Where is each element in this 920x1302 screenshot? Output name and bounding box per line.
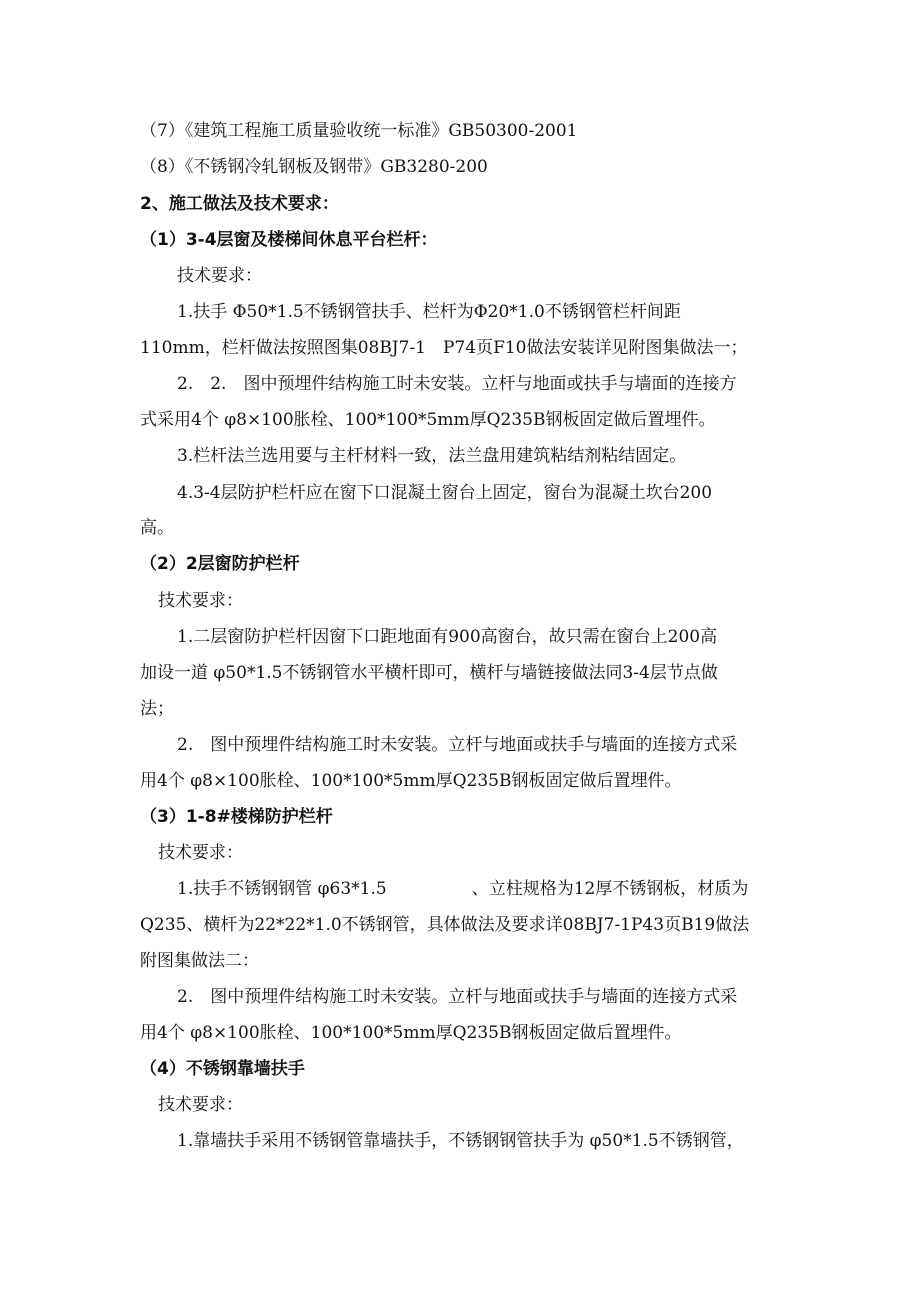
standard-ref-7: （7）《建筑工程施工质量验收统一标准》GB50300-2001: [140, 121, 578, 141]
paragraph-line: 用4个 φ8×100胀栓、100*100*5mm厚Q235B钢板固定做后置埋件。: [140, 1023, 682, 1043]
paragraph-line: 1.靠墙扶手采用不锈钢管靠墙扶手，不锈钢钢管扶手为 φ50*1.5不锈钢管，: [177, 1131, 744, 1151]
tech-req-label: 技术要求：: [158, 843, 243, 863]
tech-req-label: 技术要求：: [158, 1095, 243, 1115]
subsection-heading-4: （4）不锈钢靠墙扶手: [140, 1059, 305, 1079]
paragraph-line: Q235、横杆为22*22*1.0不锈钢管，具体做法及要求详08BJ7-1P43页B19做法: [140, 915, 750, 935]
paragraph-line: 附图集做法二：: [140, 951, 259, 971]
standard-ref-8: （8）《不锈钢冷轧钢板及钢带》GB3280-200: [140, 157, 488, 177]
paragraph-line: 高。: [140, 518, 174, 538]
paragraph-line: 3.栏杆法兰选用要与主杆材料一致，法兰盘用建筑粘结剂粘结固定。: [177, 446, 687, 466]
paragraph-line: 1.二层窗防护栏杆因窗下口距地面有900高窗台，故只需在窗台上200高: [177, 627, 718, 647]
subsection-heading-3: （3）1-8#楼梯防护栏杆: [140, 807, 333, 827]
tech-req-label: 技术要求：: [177, 266, 262, 286]
section-heading-construction: 2、施工做法及技术要求：: [140, 194, 339, 214]
paragraph-line: 用4个 φ8×100胀栓、100*100*5mm厚Q235B钢板固定做后置埋件。: [140, 771, 682, 791]
paragraph-line: 2. 图中预埋件结构施工时未安装。立杆与地面或扶手与墙面的连接方式采: [177, 987, 738, 1007]
paragraph-line: 法；: [140, 699, 174, 719]
paragraph-line: 1.扶手 Φ50*1.5不锈钢管扶手、栏杆为Φ20*1.0不锈钢管栏杆间距: [177, 302, 681, 322]
subsection-heading-2: （2）2层窗防护栏杆: [140, 554, 300, 574]
paragraph-line: 2. 2. 图中预埋件结构施工时未安装。立杆与地面或扶手与墙面的连接方: [177, 374, 737, 394]
paragraph-line: 加设一道 φ50*1.5不锈钢管水平横杆即可，横杆与墙链接做法同3-4层节点做: [140, 663, 718, 683]
tech-req-label: 技术要求：: [158, 591, 243, 611]
paragraph-line: 1.扶手不锈钢钢管 φ63*1.5 、立柱规格为12厚不锈钢板，材质为: [177, 879, 749, 899]
paragraph-line: 110mm，栏杆做法按照图集08BJ7-1 P74页F10做法安装详见附图集做法一；: [140, 338, 748, 358]
paragraph-line: 式采用4个 φ8×100胀栓、100*100*5mm厚Q235B钢板固定做后置埋件。: [140, 410, 716, 430]
paragraph-line: 2. 图中预埋件结构施工时未安装。立杆与地面或扶手与墙面的连接方式采: [177, 735, 738, 755]
paragraph-line: 4.3-4层防护栏杆应在窗下口混凝土窗台上固定，窗台为混凝土坎台200: [177, 483, 713, 503]
subsection-heading-1: （1）3-4层窗及楼梯间休息平台栏杆：: [140, 230, 438, 250]
